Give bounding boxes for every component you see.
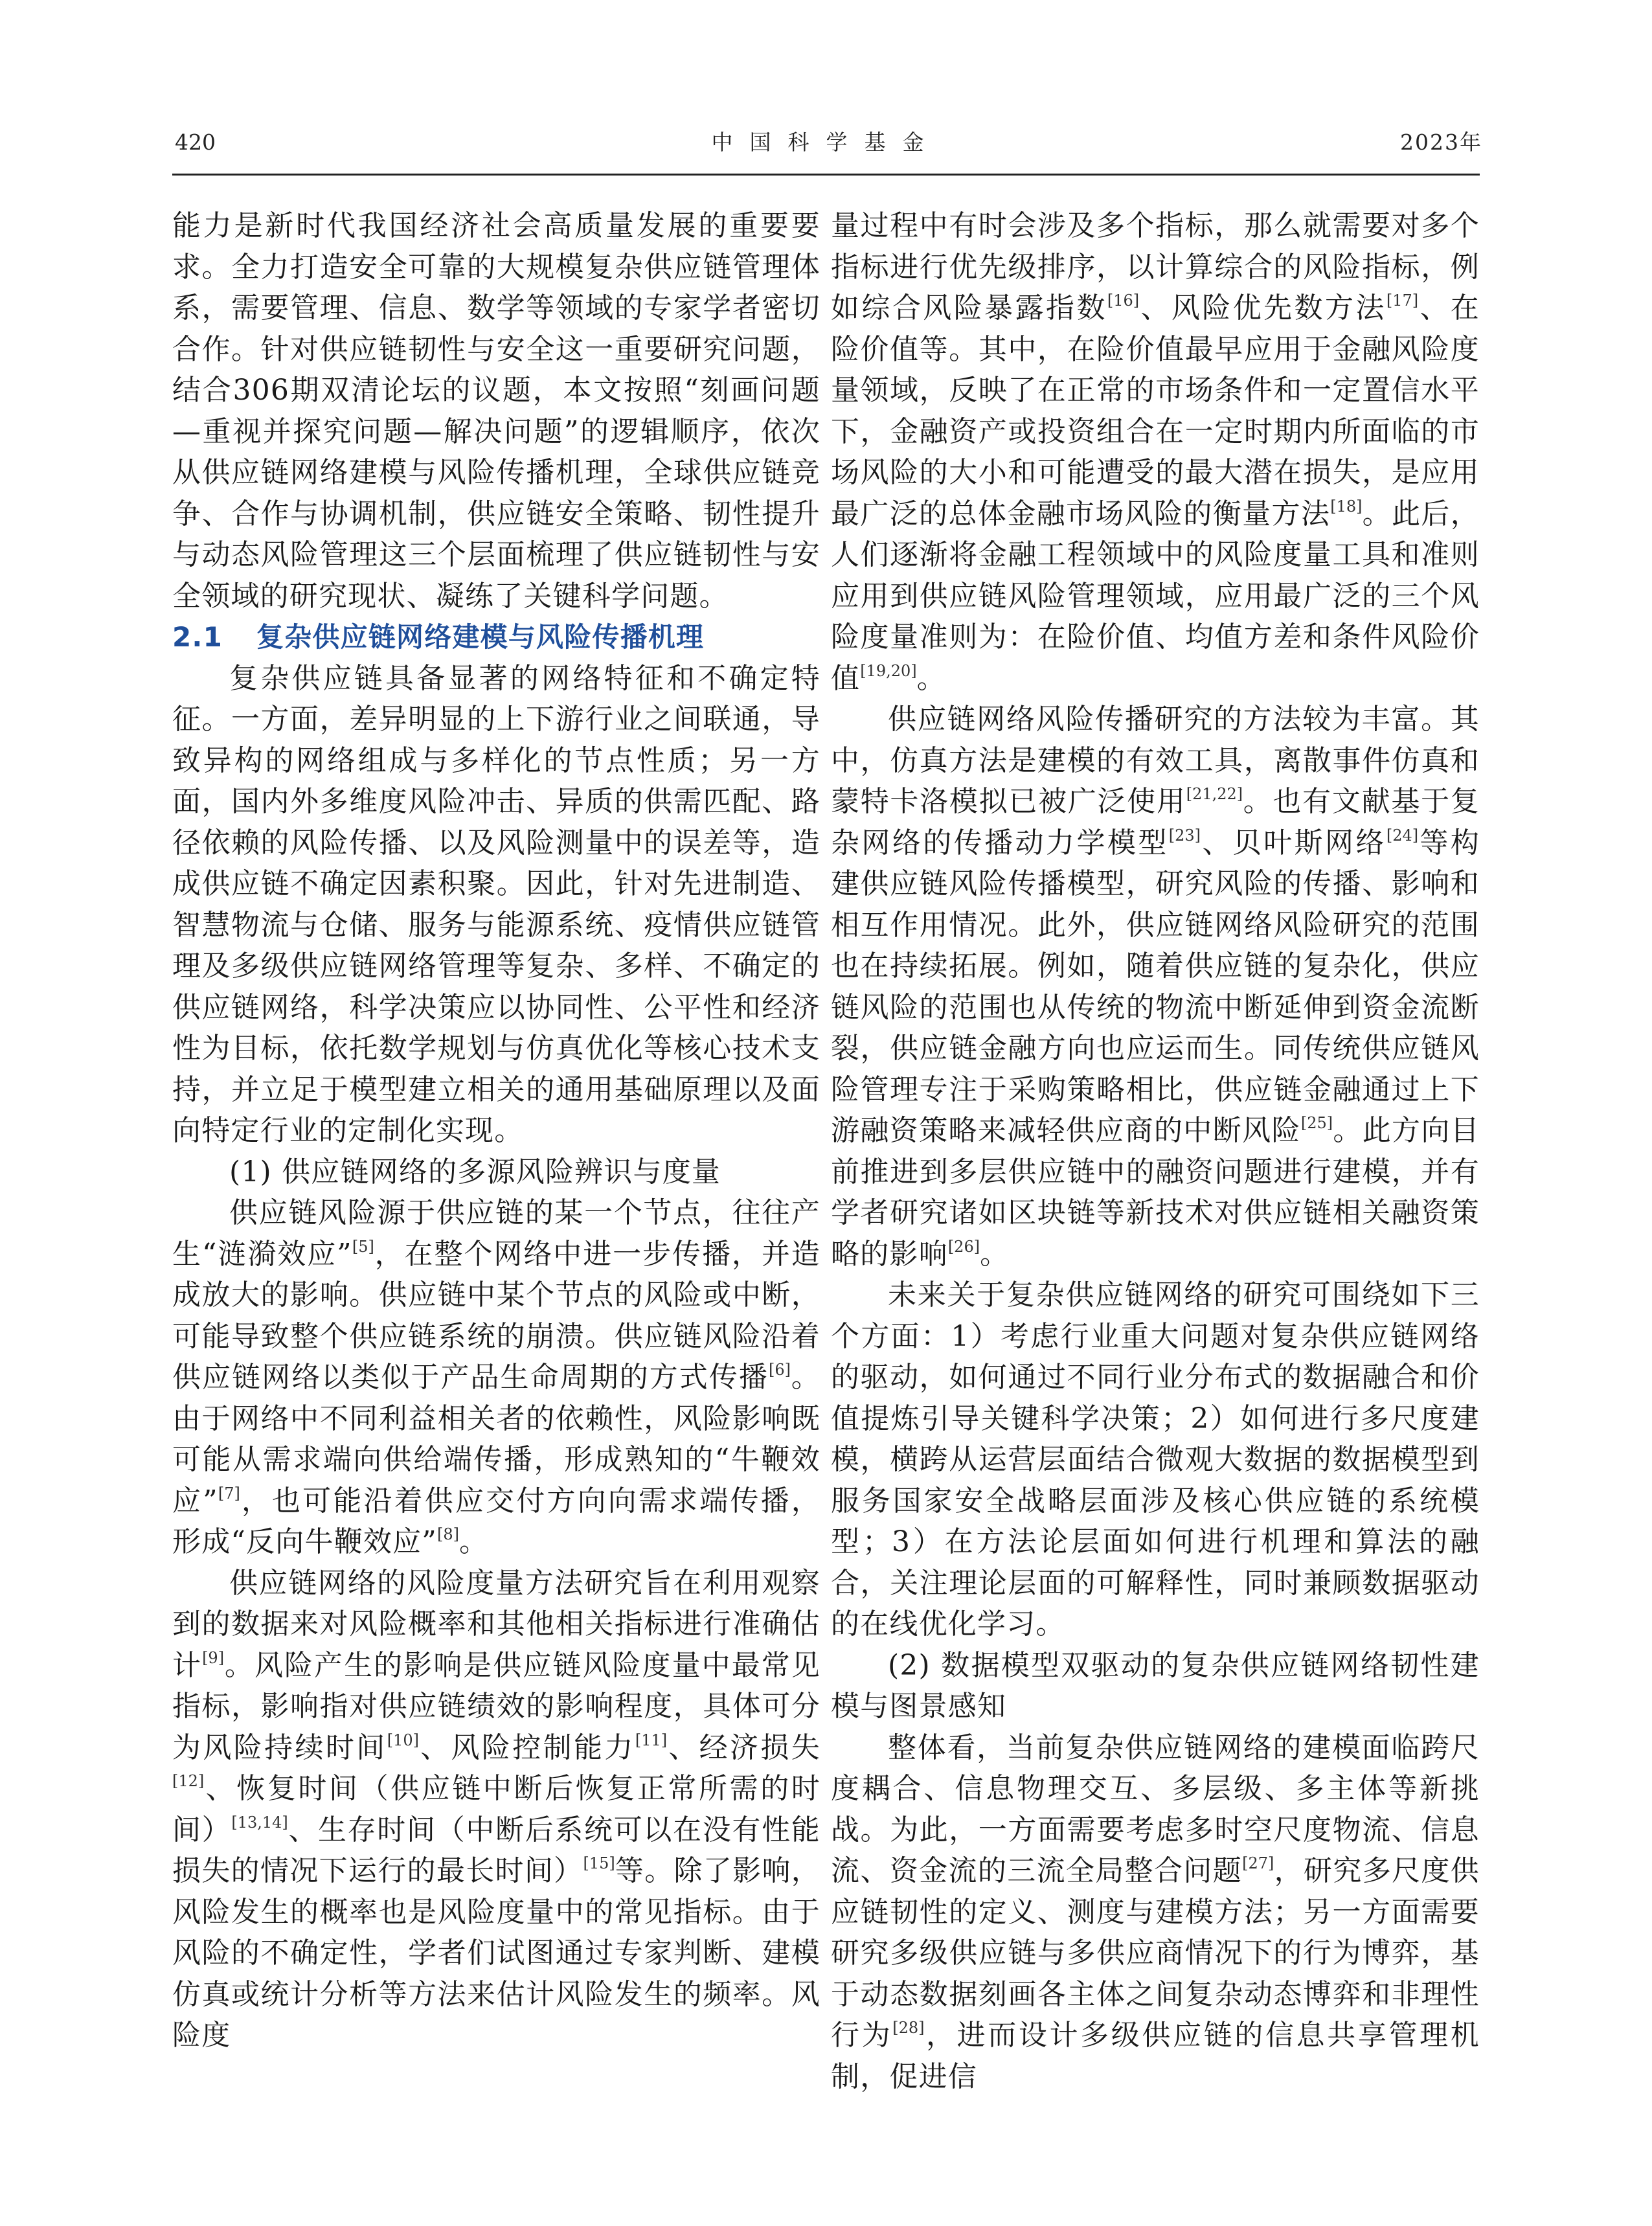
paragraph-overall-challenges: 整体看，当前复杂供应链网络的建模面临跨尺度耦合、信息物理交互、多层级、多主体等新挑战。为此，一方面需要考虑多时空尺度物流、信息流、资金流的三流全局整合问题[27]，研究多尺度供应链韧性的定义、测度与建模方法；另一方面需要研究多级供应链与多供应商情况下的行为博弈，基于动态数据刻画各主体之间复杂动态博弈和非理性行为[28]，进而设计多级供应链的信息共享管理机制，促进信 [831,1731,1480,2093]
citation: [13,14] [231,1813,288,1832]
right-column [831,205,1480,2097]
paragraph-risk-propagation: 供应链网络风险传播研究的方法较为丰富。其中，仿真方法是建模的有效工具，离散事件仿真和蒙特卡洛模拟已被广泛使用[21,22]。也有文献基于复杂网络的传播动力学模型[23]、贝叶斯网络[24]等构建供应链风险传播模型，研究风险的传播、影响和相互作用情况。此外，供应链网络风险研究的范围也在持续拓展。例如，随着供应链的复杂化，供应链风险的范围也从传统的物流中断延伸到资金流断裂，供应链金融方向也应运而生。同传统供应链风险管理专注于采购策略相比，供应链金融通过上下游融资策略来减轻供应商的中断风险[25]。此方向目前推进到多层供应链中的融资问题进行建模，并有学者研究诸如区块链等新技术对供应链相关融资策略的影响[26]。 [831,703,1480,1271]
section-title: 复杂供应链网络建模与风险传播机理 [256,621,705,653]
paragraph-complex-supply-chain: 复杂供应链具备显著的网络特征和不确定特征。一方面，差异明显的上下游行业之间联通，导致异构的网络组成与多样化的节点性质；另一方面，国内外多维度风险冲击、异质的供需匹配、路径依赖的风险传播、以及风险测量中的误差等，造成供应链不确定因素积聚。因此，针对先进制造、智慧物流与仓储、服务与能源系统、疫情供应链管理及多级供应链网络管理等复杂、多样、不确定的供应链网络，科学决策应以协同性、公平性和经济性为目标，依托数学规划与仿真优化等核心技术支持，并立足于模型建立相关的通用基础原理以及面向特定行业的定制化实现。 [172,661,820,1147]
paragraph-future-research: 未来关于复杂供应链网络的研究可围绕如下三个方面：1）考虑行业重大问题对复杂供应链网络的驱动，如何通过不同行业分布式的数据融合和价值提炼引导关键科学决策；2）如何进行多尺度建模，横跨从运营层面结合微观大数据的数据模型到服务国家安全战略层面涉及核心供应链的系统模型；3）在方法论层面如何进行机理和算法的融合，关注理论层面的可解释性，同时兼顾数据驱动的在线优化学习。 [831,1278,1480,1641]
page-number: 420 [175,130,216,155]
citation: [6] [768,1361,791,1379]
citation: [21,22] [1186,785,1243,803]
citation: [23] [1168,826,1201,845]
subsection-heading-1: (1) 供应链网络的多源风险辨识与度量 [229,1155,721,1188]
citation: [17] [1386,291,1419,310]
citation: [16] [1107,291,1140,310]
citation: [10] [387,1731,419,1749]
intro-paragraph: 能力是新时代我国经济社会高质量发展的重要要求。全力打造安全可靠的大规模复杂供应链管理体系，需要管理、信息、数学等领域的专家学者密切合作。针对供应链韧性与安全这一重要研究问题，结合306期双清论坛的议题，本文按照“刻画问题—重视并探究问题—解决问题”的逻辑顺序，依次从供应链网络建模与风险传播机理，全球供应链竞争、合作与协调机制，供应链安全策略、韧性提升与动态风险管理这三个层面梳理了供应链韧性与安全领域的研究现状、凝练了关键科学问题。 [172,209,820,613]
section-heading [172,617,820,658]
journal-name: 中国科学基金 [711,130,941,155]
citation: [19,20] [860,661,917,680]
left-column [172,205,820,2056]
header-rule [172,174,1480,176]
paragraph-risk-measurement: 供应链网络的风险度量方法研究旨在利用观察到的数据来对风险概率和其他相关指标进行准确估计[9]。风险产生的影响是供应链风险度量中最常见指标，影响指对供应链绩效的影响程度，具体可分为风险持续时间[10]、风险控制能力[11]、经济损失[12]、恢复时间（供应链中断后恢复正常所需的时间）[13,14]、生存时间（中断后系统可以在没有性能损失的情况下运行的最长时间）[15]等。除了影响，风险发生的概率也是风险度量中的常见指标。由于风险的不确定性，学者们试图通过专家判断、建模仿真或统计分析等方法来估计风险发生的频率。风险度 [172,1566,821,2052]
citation: [28] [892,2019,925,2037]
paragraph-risk-indicators: 量过程中有时会涉及多个指标，那么就需要对多个指标进行优先级排序，以计算综合的风险指标，例如综合风险暴露指数[16]、风险优先数方法[17]、在险价值等。其中，在险价值最早应用于金融风险度量领域，反映了在正常的市场条件和一定置信水平下，金融资产或投资组合在一定时期内所面临的市场风险的大小和可能遭受的最大潜在损失，是应用最广泛的总体金融市场风险的衡量方法[18]。此后，人们逐渐将金融工程领域中的风险度量工具和准则应用到供应链风险管理领域，应用最广泛的三个风险度量准则为：在险价值、均值方差和条件风险价值[19,20]。 [831,209,1480,695]
section-number: 2.1 [172,621,223,653]
paragraph-risk-sources: 供应链风险源于供应链的某一个节点，往往产生“涟漪效应”[5]，在整个网络中进一步传播，并造成放大的影响。供应链中某个节点的风险或中断，可能导致整个供应链系统的崩溃。供应链风险沿着供应链网络以类似于产品生命周期的方式传播[6]。由于网络中不同利益相关者的依赖性，风险影响既可能从需求端向供给端传播，形成熟知的“牛鞭效应”[7]，也可能沿着供应交付方向向需求端传播，形成“反向牛鞭效应”[8]。 [172,1196,821,1558]
publication-year: 2023年 [1400,130,1482,155]
citation: [9] [202,1648,225,1667]
subsection-heading-2: (2) 数据模型双驱动的复杂供应链网络韧性建模与图景感知 [831,1648,1480,1723]
citation: [15] [583,1854,615,1872]
citation: [26] [947,1237,980,1256]
citation: [27] [1242,1854,1274,1872]
citation: [12] [172,1772,205,1790]
citation: [25] [1300,1114,1333,1132]
citation: [8] [437,1525,459,1543]
citation: [18] [1330,497,1363,516]
citation: [24] [1386,826,1419,845]
citation: [7] [218,1484,240,1503]
citation: [5] [352,1237,374,1256]
citation: [11] [635,1731,668,1749]
